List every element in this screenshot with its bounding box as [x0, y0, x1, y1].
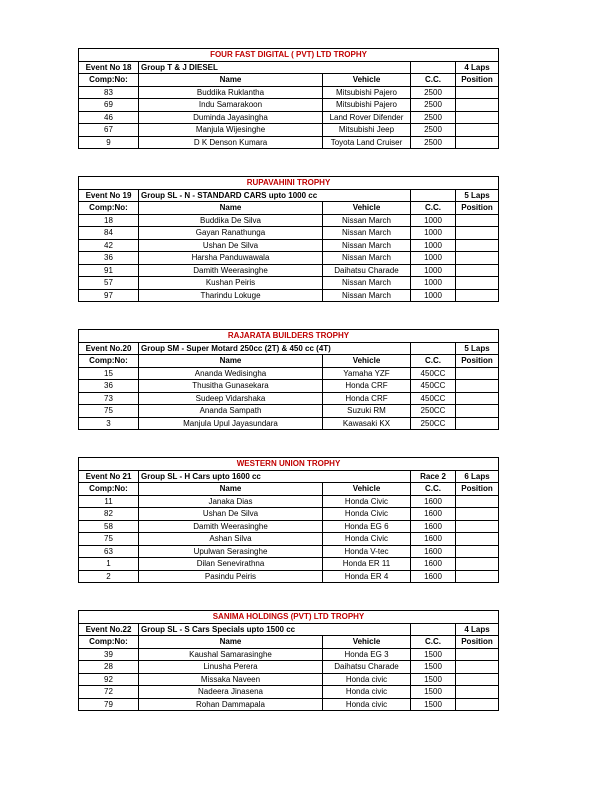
vehicle-cell: Nissan March: [323, 289, 411, 302]
event-number: Event No.20: [79, 342, 139, 355]
driver-name-cell: Harsha Panduwawala: [139, 252, 323, 265]
event-table: [78, 610, 499, 711]
event-group: Group SL - S Cars Specials upto 1500 cc: [139, 623, 411, 636]
cc-cell: 2500: [411, 86, 456, 99]
comp-no-cell: 75: [79, 405, 139, 418]
driver-name-cell: Damith Weerasinghe: [139, 264, 323, 277]
vehicle-cell: Daihatsu Charade: [323, 661, 411, 674]
header-name: Name: [139, 483, 323, 496]
cc-cell: 1000: [411, 264, 456, 277]
vehicle-cell: Nissan March: [323, 214, 411, 227]
header-cc: C.C.: [411, 483, 456, 496]
position-cell: [456, 648, 499, 661]
event-race: Race 2: [411, 470, 456, 483]
vehicle-cell: Honda EG 3: [323, 648, 411, 661]
position-cell: [456, 495, 499, 508]
event-table: [78, 48, 499, 149]
comp-no-cell: 36: [79, 252, 139, 265]
comp-no-cell: 42: [79, 239, 139, 252]
position-cell: [456, 289, 499, 302]
position-cell: [456, 570, 499, 583]
header-vehicle: Vehicle: [323, 483, 411, 496]
position-cell: [456, 545, 499, 558]
comp-no-cell: 67: [79, 124, 139, 137]
table-row: [79, 661, 499, 674]
vehicle-cell: Kawasaki KX: [323, 417, 411, 430]
vehicle-cell: Honda civic: [323, 698, 411, 711]
header-name: Name: [139, 636, 323, 649]
event-table: [78, 176, 499, 302]
trophy-title: FOUR FAST DIGITAL ( PVT) LTD TROPHY: [79, 49, 499, 62]
event-race: [411, 623, 456, 636]
position-cell: [456, 520, 499, 533]
driver-name-cell: Kaushal Samarasinghe: [139, 648, 323, 661]
header-comp-no: Comp:No:: [79, 202, 139, 215]
cc-cell: 450CC: [411, 367, 456, 380]
trophy-row: [79, 49, 499, 62]
vehicle-cell: Honda CRF: [323, 380, 411, 393]
driver-name-cell: Thusitha Gunasekara: [139, 380, 323, 393]
position-cell: [456, 392, 499, 405]
trophy-title: RAJARATA BUILDERS TROPHY: [79, 330, 499, 343]
header-comp-no: Comp:No:: [79, 355, 139, 368]
driver-name-cell: Ashan Silva: [139, 533, 323, 546]
comp-no-cell: 75: [79, 533, 139, 546]
column-header-row: [79, 355, 499, 368]
trophy-row: [79, 458, 499, 471]
cc-cell: 1500: [411, 648, 456, 661]
vehicle-cell: Honda ER 4: [323, 570, 411, 583]
cc-cell: 2500: [411, 111, 456, 124]
table-row: [79, 277, 499, 290]
table-row: [79, 698, 499, 711]
event-info-row: [79, 61, 499, 74]
table-row: [79, 495, 499, 508]
event-3: [78, 457, 498, 583]
cc-cell: 1500: [411, 673, 456, 686]
cc-cell: 1000: [411, 227, 456, 240]
header-name: Name: [139, 355, 323, 368]
position-cell: [456, 698, 499, 711]
vehicle-cell: Nissan March: [323, 227, 411, 240]
position-cell: [456, 380, 499, 393]
driver-name-cell: Dilan Senevirathna: [139, 558, 323, 571]
trophy-title: RUPAVAHINI TROPHY: [79, 177, 499, 190]
table-row: [79, 545, 499, 558]
trophy-row: [79, 611, 499, 624]
table-row: [79, 558, 499, 571]
position-cell: [456, 99, 499, 112]
vehicle-cell: Land Rover Difender: [323, 111, 411, 124]
cc-cell: 1600: [411, 508, 456, 521]
table-row: [79, 405, 499, 418]
event-race: [411, 342, 456, 355]
header-vehicle: Vehicle: [323, 355, 411, 368]
driver-name-cell: Buddika Ruklantha: [139, 86, 323, 99]
driver-name-cell: Ananda Sampath: [139, 405, 323, 418]
trophy-title: SANIMA HOLDINGS (PVT) LTD TROPHY: [79, 611, 499, 624]
driver-name-cell: Rohan Dammapala: [139, 698, 323, 711]
driver-name-cell: D K Denson Kumara: [139, 136, 323, 149]
cc-cell: 1600: [411, 570, 456, 583]
vehicle-cell: Honda civic: [323, 686, 411, 699]
cc-cell: 1000: [411, 277, 456, 290]
table-row: [79, 124, 499, 137]
cc-cell: 1000: [411, 289, 456, 302]
vehicle-cell: Nissan March: [323, 277, 411, 290]
comp-no-cell: 63: [79, 545, 139, 558]
vehicle-cell: Nissan March: [323, 252, 411, 265]
header-vehicle: Vehicle: [323, 74, 411, 87]
table-row: [79, 673, 499, 686]
event-table: [78, 457, 499, 583]
position-cell: [456, 686, 499, 699]
comp-no-cell: 1: [79, 558, 139, 571]
header-cc: C.C.: [411, 355, 456, 368]
vehicle-cell: Honda ER 11: [323, 558, 411, 571]
cc-cell: 2500: [411, 136, 456, 149]
comp-no-cell: 72: [79, 686, 139, 699]
vehicle-cell: Mitsubishi Pajero: [323, 99, 411, 112]
cc-cell: 1600: [411, 533, 456, 546]
event-laps: 5 Laps: [456, 342, 499, 355]
driver-name-cell: Ushan De Silva: [139, 239, 323, 252]
header-cc: C.C.: [411, 74, 456, 87]
table-row: [79, 533, 499, 546]
event-number: Event No 21: [79, 470, 139, 483]
table-row: [79, 380, 499, 393]
event-info-row: [79, 470, 499, 483]
event-info-row: [79, 623, 499, 636]
position-cell: [456, 367, 499, 380]
column-header-row: [79, 202, 499, 215]
driver-name-cell: Ushan De Silva: [139, 508, 323, 521]
position-cell: [456, 673, 499, 686]
comp-no-cell: 92: [79, 673, 139, 686]
event-group: Group SL - N - STANDARD CARS upto 1000 cc: [139, 189, 411, 202]
cc-cell: 450CC: [411, 392, 456, 405]
driver-name-cell: Manjula Upul Jayasundara: [139, 417, 323, 430]
position-cell: [456, 214, 499, 227]
event-info-row: [79, 342, 499, 355]
trophy-row: [79, 330, 499, 343]
comp-no-cell: 82: [79, 508, 139, 521]
vehicle-cell: Honda Civic: [323, 533, 411, 546]
comp-no-cell: 3: [79, 417, 139, 430]
table-row: [79, 136, 499, 149]
event-group: Group T & J DIESEL: [139, 61, 411, 74]
vehicle-cell: Nissan March: [323, 239, 411, 252]
table-row: [79, 252, 499, 265]
cc-cell: 2500: [411, 99, 456, 112]
cc-cell: 1500: [411, 686, 456, 699]
header-cc: C.C.: [411, 202, 456, 215]
table-row: [79, 570, 499, 583]
cc-cell: 1000: [411, 239, 456, 252]
header-position: Position: [456, 355, 499, 368]
position-cell: [456, 239, 499, 252]
driver-name-cell: Sudeep Vidarshaka: [139, 392, 323, 405]
event-number: Event No 19: [79, 189, 139, 202]
comp-no-cell: 28: [79, 661, 139, 674]
driver-name-cell: Janaka Dias: [139, 495, 323, 508]
driver-name-cell: Indu Samarakoon: [139, 99, 323, 112]
driver-name-cell: Manjula Wijesinghe: [139, 124, 323, 137]
driver-name-cell: Kushan Peiris: [139, 277, 323, 290]
table-row: [79, 99, 499, 112]
cc-cell: 1500: [411, 661, 456, 674]
event-laps: 4 Laps: [456, 61, 499, 74]
vehicle-cell: Honda EG 6: [323, 520, 411, 533]
cc-cell: 1600: [411, 545, 456, 558]
position-cell: [456, 136, 499, 149]
table-row: [79, 392, 499, 405]
table-row: [79, 86, 499, 99]
event-2: [78, 329, 498, 430]
driver-name-cell: Pasindu Peiris: [139, 570, 323, 583]
header-vehicle: Vehicle: [323, 202, 411, 215]
comp-no-cell: 69: [79, 99, 139, 112]
table-row: [79, 227, 499, 240]
trophy-title: WESTERN UNION TROPHY: [79, 458, 499, 471]
event-group: Group SM - Super Motard 250cc (2T) & 450 cc (4T): [139, 342, 411, 355]
column-header-row: [79, 636, 499, 649]
comp-no-cell: 39: [79, 648, 139, 661]
vehicle-cell: Honda V-tec: [323, 545, 411, 558]
driver-name-cell: Missaka Naveen: [139, 673, 323, 686]
header-position: Position: [456, 74, 499, 87]
table-row: [79, 214, 499, 227]
header-name: Name: [139, 202, 323, 215]
event-laps: 5 Laps: [456, 189, 499, 202]
comp-no-cell: 2: [79, 570, 139, 583]
comp-no-cell: 97: [79, 289, 139, 302]
cc-cell: 1000: [411, 214, 456, 227]
event-laps: 6 Laps: [456, 470, 499, 483]
driver-name-cell: Upulwan Serasinghe: [139, 545, 323, 558]
position-cell: [456, 533, 499, 546]
driver-name-cell: Linusha Perera: [139, 661, 323, 674]
vehicle-cell: Yamaha YZF: [323, 367, 411, 380]
header-comp-no: Comp:No:: [79, 636, 139, 649]
table-row: [79, 508, 499, 521]
position-cell: [456, 508, 499, 521]
position-cell: [456, 405, 499, 418]
comp-no-cell: 84: [79, 227, 139, 240]
driver-name-cell: Tharindu Lokuge: [139, 289, 323, 302]
header-comp-no: Comp:No:: [79, 74, 139, 87]
comp-no-cell: 15: [79, 367, 139, 380]
vehicle-cell: Mitsubishi Pajero: [323, 86, 411, 99]
event-group: Group SL - H Cars upto 1600 cc: [139, 470, 411, 483]
event-1: [78, 176, 498, 302]
table-row: [79, 239, 499, 252]
table-row: [79, 289, 499, 302]
position-cell: [456, 558, 499, 571]
table-row: [79, 648, 499, 661]
table-row: [79, 111, 499, 124]
header-name: Name: [139, 74, 323, 87]
position-cell: [456, 124, 499, 137]
cc-cell: 1600: [411, 558, 456, 571]
event-number: Event No.22: [79, 623, 139, 636]
comp-no-cell: 91: [79, 264, 139, 277]
table-row: [79, 520, 499, 533]
trophy-row: [79, 177, 499, 190]
header-cc: C.C.: [411, 636, 456, 649]
table-row: [79, 417, 499, 430]
comp-no-cell: 83: [79, 86, 139, 99]
column-header-row: [79, 74, 499, 87]
header-position: Position: [456, 202, 499, 215]
event-info-row: [79, 189, 499, 202]
comp-no-cell: 79: [79, 698, 139, 711]
comp-no-cell: 58: [79, 520, 139, 533]
vehicle-cell: Honda civic: [323, 673, 411, 686]
position-cell: [456, 252, 499, 265]
cc-cell: 1000: [411, 252, 456, 265]
column-header-row: [79, 483, 499, 496]
driver-name-cell: Nadeera Jinasena: [139, 686, 323, 699]
event-laps: 4 Laps: [456, 623, 499, 636]
header-comp-no: Comp:No:: [79, 483, 139, 496]
cc-cell: 1600: [411, 520, 456, 533]
vehicle-cell: Daihatsu Charade: [323, 264, 411, 277]
vehicle-cell: Honda Civic: [323, 495, 411, 508]
event-4: [78, 610, 498, 711]
driver-name-cell: Damith Weerasinghe: [139, 520, 323, 533]
cc-cell: 450CC: [411, 380, 456, 393]
vehicle-cell: Suzuki RM: [323, 405, 411, 418]
driver-name-cell: Duminda Jayasingha: [139, 111, 323, 124]
position-cell: [456, 86, 499, 99]
cc-cell: 250CC: [411, 405, 456, 418]
driver-name-cell: Ananda Wedisingha: [139, 367, 323, 380]
position-cell: [456, 264, 499, 277]
header-vehicle: Vehicle: [323, 636, 411, 649]
event-race: [411, 61, 456, 74]
table-row: [79, 367, 499, 380]
driver-name-cell: Gayan Ranathunga: [139, 227, 323, 240]
comp-no-cell: 36: [79, 380, 139, 393]
comp-no-cell: 9: [79, 136, 139, 149]
event-race: [411, 189, 456, 202]
event-0: [78, 48, 498, 149]
header-position: Position: [456, 483, 499, 496]
vehicle-cell: Toyota Land Cruiser: [323, 136, 411, 149]
position-cell: [456, 277, 499, 290]
cc-cell: 250CC: [411, 417, 456, 430]
comp-no-cell: 18: [79, 214, 139, 227]
comp-no-cell: 46: [79, 111, 139, 124]
cc-cell: 2500: [411, 124, 456, 137]
cc-cell: 1500: [411, 698, 456, 711]
header-position: Position: [456, 636, 499, 649]
position-cell: [456, 661, 499, 674]
cc-cell: 1600: [411, 495, 456, 508]
event-number: Event No 18: [79, 61, 139, 74]
comp-no-cell: 57: [79, 277, 139, 290]
table-row: [79, 264, 499, 277]
driver-name-cell: Buddika De Silva: [139, 214, 323, 227]
vehicle-cell: Honda Civic: [323, 508, 411, 521]
vehicle-cell: Honda CRF: [323, 392, 411, 405]
table-row: [79, 686, 499, 699]
position-cell: [456, 417, 499, 430]
position-cell: [456, 227, 499, 240]
position-cell: [456, 111, 499, 124]
event-table: [78, 329, 499, 430]
vehicle-cell: Mitsubishi Jeep: [323, 124, 411, 137]
comp-no-cell: 11: [79, 495, 139, 508]
comp-no-cell: 73: [79, 392, 139, 405]
